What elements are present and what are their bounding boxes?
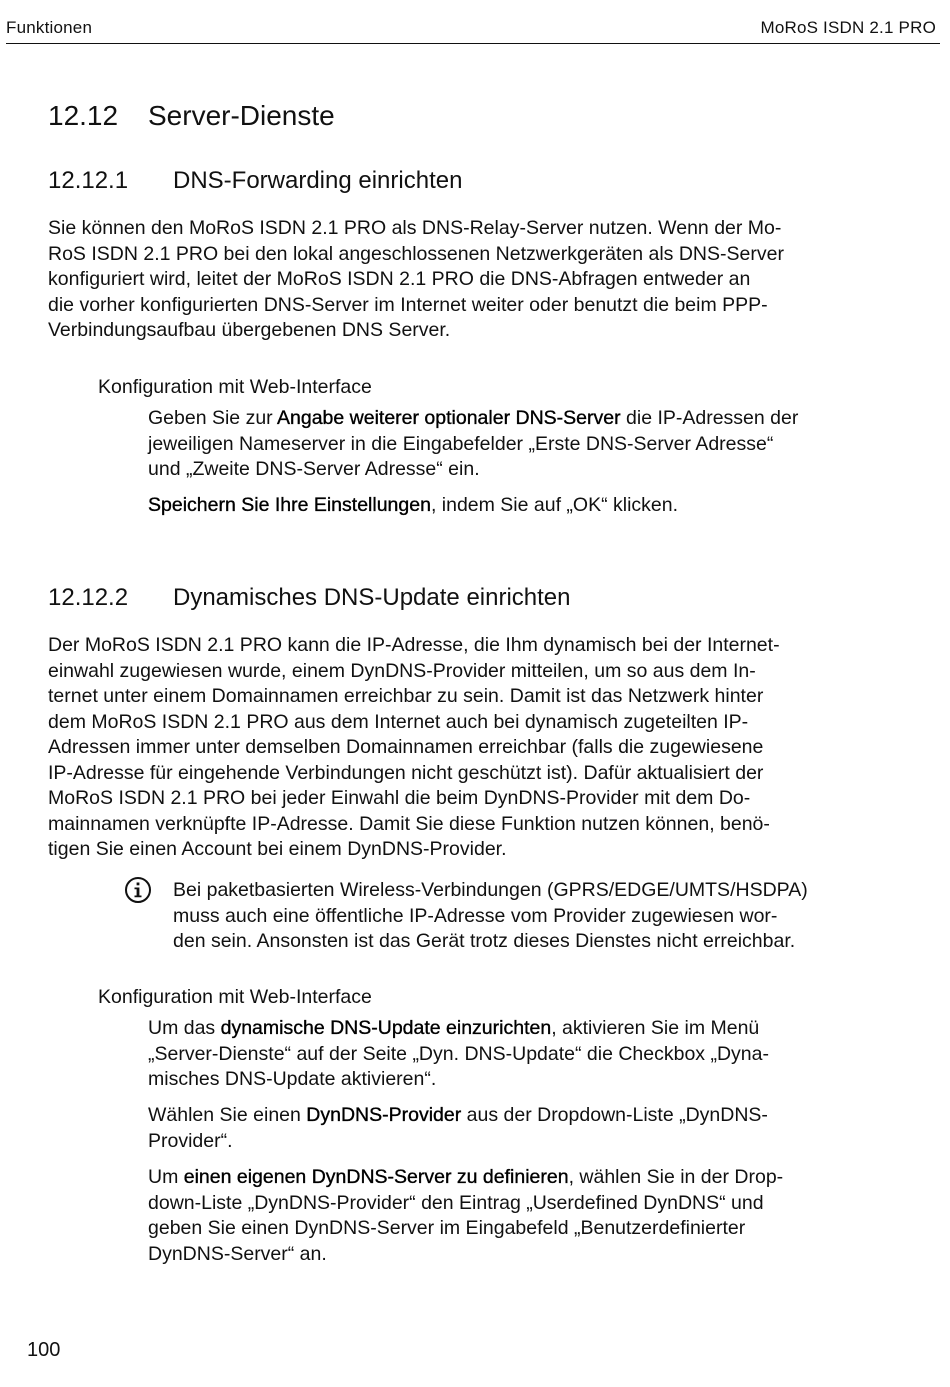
- text-line: ternet unter einem Domainnamen erreichbar zu sein. Damit ist das Netzwerk hinter: [48, 685, 764, 707]
- section-title: Server-Dienste: [148, 100, 335, 131]
- text-run: Um: [148, 1166, 184, 1188]
- text-line: RoS ISDN 2.1 PRO bei den lokal angeschlossenen Netzwerkgeräten als DNS-Server: [48, 242, 784, 265]
- subsection-number: 12.12.2: [48, 584, 129, 611]
- info-icon: [124, 876, 152, 904]
- dns-forwarding-step-2: [148, 493, 888, 519]
- text-run: Geben Sie zur: [148, 407, 277, 429]
- dyndns-intro: [48, 633, 883, 863]
- dns-forwarding-step-1: [148, 406, 888, 483]
- emphasis-text: Angabe weiterer optionaler DNS-Server: [277, 407, 621, 429]
- text-line: Sie können den MoRoS ISDN 2.1 PRO als DNS-Relay-Server nutzen. Wenn der Mo-: [48, 217, 782, 239]
- text-line: Adressen immer unter demselben Domainnamen erreichbar (falls die zugewiesene: [48, 736, 764, 758]
- text-line: Verbindungsaufbau übergebenen DNS Server.: [48, 319, 451, 341]
- text-run: , indem Sie auf „OK“ klicken.: [430, 494, 679, 516]
- text-line: jeweiligen Nameserver in die Eingabefelder „Erste DNS-Server Adresse“: [148, 432, 774, 455]
- text-line: Der MoRoS ISDN 2.1 PRO kann die IP-Adresse, die Ihm dynamisch bei der Internet-: [48, 634, 780, 656]
- text-line: IP-Adresse für eingehende Verbindungen nicht geschützt ist). Dafür aktualisiert der: [48, 761, 764, 784]
- dyndns-step-1: [148, 1016, 888, 1093]
- text-line: konfiguriert wird, leitet der MoRoS ISDN 2.1 PRO die DNS-Abfragen entweder an: [48, 268, 751, 290]
- text-run: die IP-Adressen der: [620, 407, 799, 429]
- header-divider: [6, 43, 940, 44]
- text-line: [148, 493, 888, 519]
- emphasis-text: DynDNS-Provider: [306, 1104, 462, 1126]
- text-line: dem MoRoS ISDN 2.1 PRO aus dem Internet auch bei dynamisch zugeteilten IP-: [48, 710, 749, 733]
- section-number: 12.12: [48, 100, 119, 131]
- text-line: die vorher konfigurierten DNS-Server im Internet weiter oder benutzt die beim PPP-: [48, 293, 768, 316]
- text-line: tigen Sie einen Account bei einem DynDNS-Provider.: [48, 838, 507, 860]
- text-run: aus der Dropdown-Liste „DynDNS-: [461, 1104, 768, 1126]
- text-run: Um das: [148, 1017, 221, 1039]
- text-line: misches DNS-Update aktivieren“.: [148, 1068, 437, 1090]
- text-run: , wählen Sie in der Drop-: [568, 1166, 784, 1188]
- text-line: mainnamen verknüpfte IP-Adresse. Damit Sie diese Funktion nutzen können, benö-: [48, 812, 770, 835]
- running-header-chapter: Funktionen: [6, 18, 93, 37]
- subsection-title: Dynamisches DNS-Update einrichten: [173, 584, 571, 611]
- dns-forwarding-intro: [48, 216, 883, 344]
- wireless-note: [173, 878, 893, 955]
- text-line: den sein. Ansonsten ist das Gerät trotz dieses Dienstes nicht erreichbar.: [173, 930, 796, 952]
- running-header-product: MoRoS ISDN 2.1 PRO: [760, 18, 936, 37]
- config-heading-dyndns: Konfiguration mit Web-Interface: [98, 986, 372, 1008]
- subsection-heading-dyndns: [48, 584, 571, 612]
- text-run: Wählen Sie einen: [148, 1104, 307, 1126]
- emphasis-text: dynamische DNS-Update einzurichten: [220, 1017, 552, 1039]
- page-number: 100: [27, 1339, 61, 1361]
- text-line: und „Zweite DNS-Server Adresse“ ein.: [148, 458, 480, 480]
- text-line: [148, 406, 888, 432]
- text-line: Bei paketbasierten Wireless-Verbindungen (GPRS/EDGE/UMTS/HSDPA): [173, 879, 808, 901]
- text-line: [148, 1165, 888, 1191]
- text-line: geben Sie einen DynDNS-Server im Eingabefeld „Benutzerdefinierter: [148, 1217, 746, 1239]
- subsection-number: 12.12.1: [48, 167, 129, 194]
- text-run: , aktivieren Sie im Menü: [551, 1017, 760, 1039]
- dyndns-step-3: [148, 1165, 888, 1267]
- dyndns-step-2: [148, 1103, 888, 1154]
- text-line: DynDNS-Server“ an.: [148, 1242, 327, 1265]
- subsection-title: DNS-Forwarding einrichten: [173, 167, 463, 194]
- text-line: [148, 1103, 888, 1129]
- emphasis-text: Speichern Sie Ihre Einstellungen: [148, 494, 431, 516]
- text-line: MoRoS ISDN 2.1 PRO bei jeder Einwahl die beim DynDNS-Provider mit dem Do-: [48, 787, 751, 809]
- text-line: „Server-Dienste“ auf der Seite „Dyn. DNS-Update“ die Checkbox „Dyna-: [148, 1042, 769, 1065]
- text-line: muss auch eine öffentliche IP-Adresse vom Provider zugewiesen wor-: [173, 904, 778, 927]
- text-line: Provider“.: [148, 1129, 233, 1152]
- config-heading-dns-forwarding: Konfiguration mit Web-Interface: [98, 376, 372, 398]
- text-line: [148, 1016, 888, 1042]
- emphasis-text: einen eigenen DynDNS-Server zu definieren: [183, 1166, 569, 1188]
- text-line: einwahl zugewiesen wurde, einem DynDNS-Provider mitteilen, um so aus dem In-: [48, 659, 756, 682]
- subsection-heading-dns-forwarding: [48, 167, 462, 195]
- section-heading: [48, 100, 335, 132]
- text-line: down-Liste „DynDNS-Provider“ den Eintrag „Userdefined DynDNS“ und: [148, 1191, 764, 1214]
